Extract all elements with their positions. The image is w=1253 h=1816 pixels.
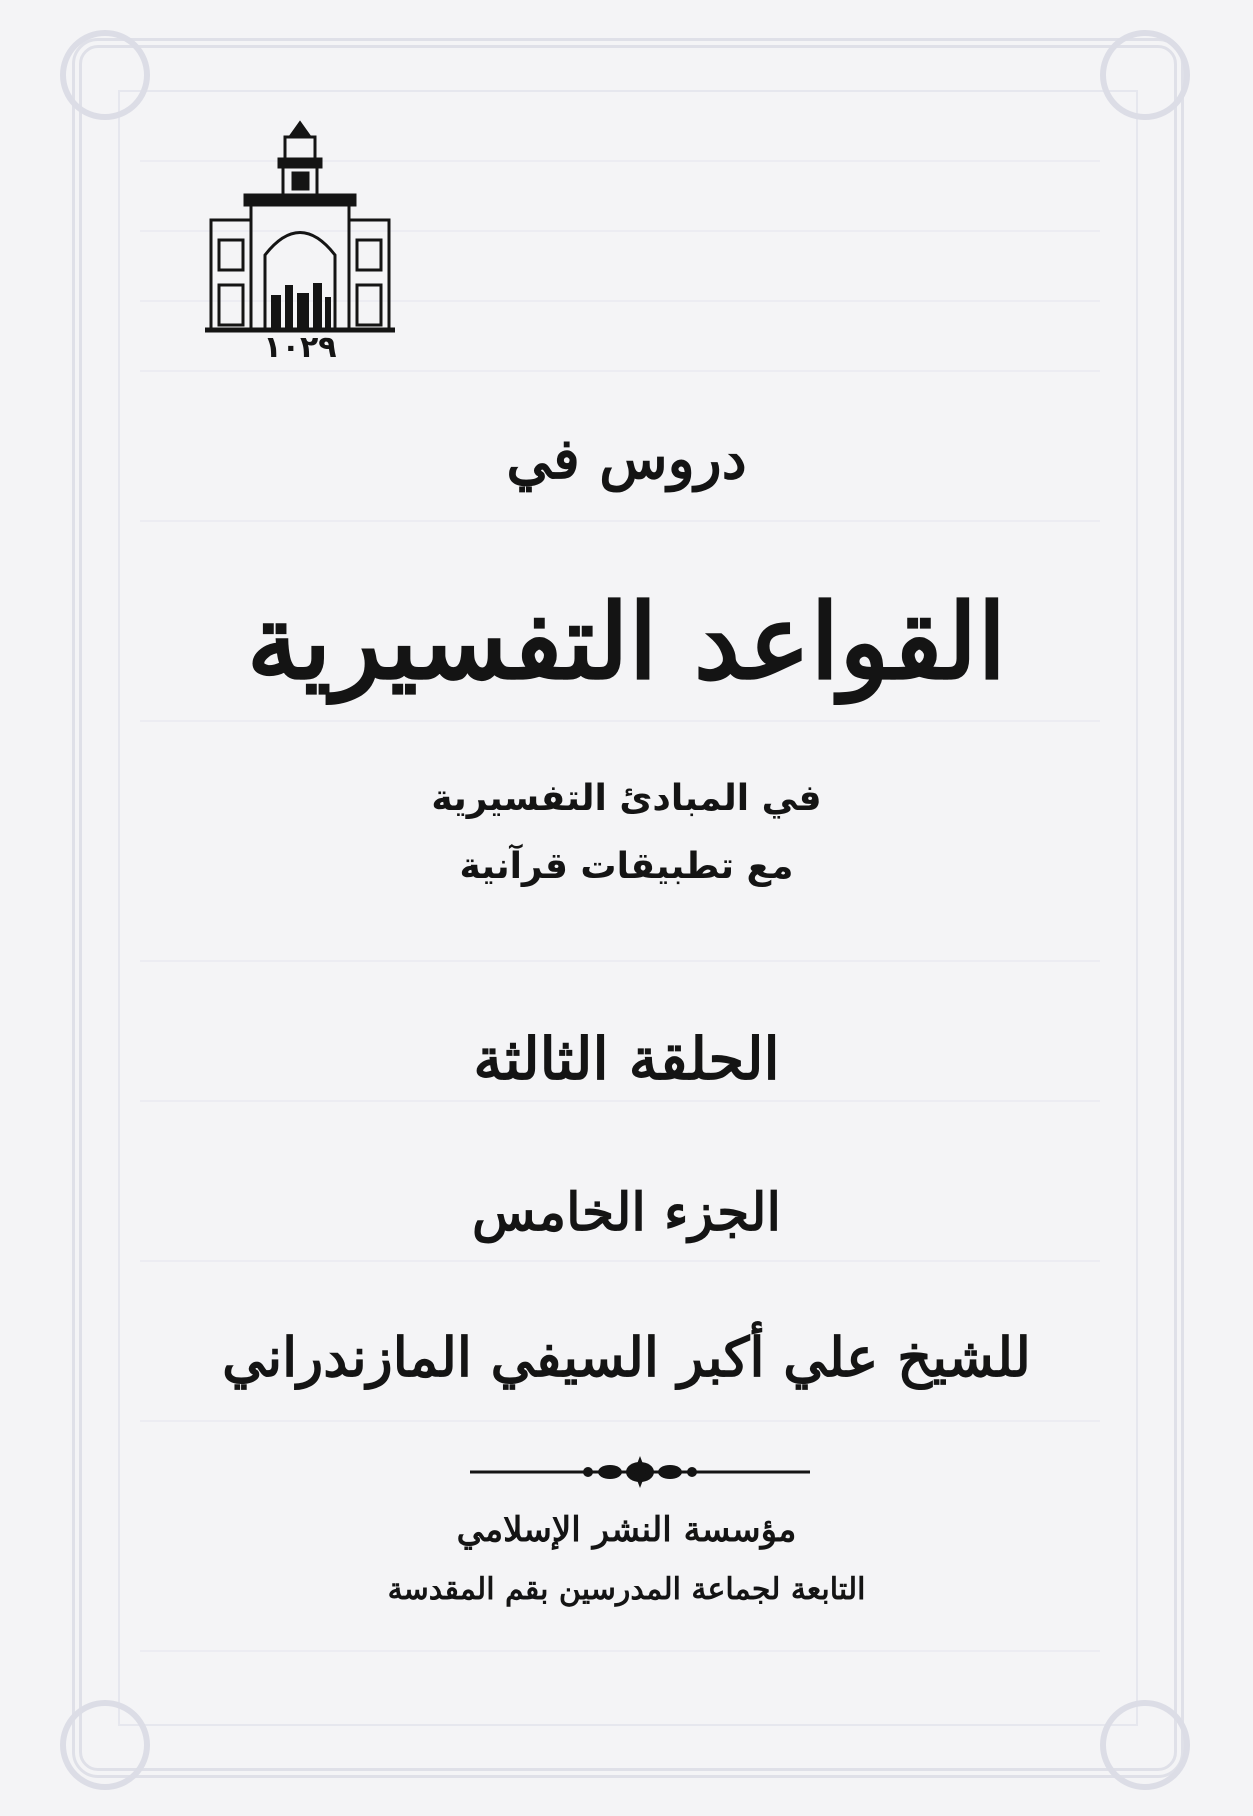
show-through-line [140, 520, 1100, 522]
show-through-line [140, 960, 1100, 962]
corner-ornament-top-left [60, 30, 150, 120]
main-title: القواعد التفسيرية [246, 580, 1007, 703]
subtitle-line-1: في المبادئ التفسيرية [431, 778, 822, 819]
show-through-line [140, 720, 1100, 722]
series-title: دروس في [506, 426, 747, 492]
corner-ornament-bottom-right [1100, 1700, 1190, 1790]
author-name: للشيخ علي أكبر السيفي المازندراني [222, 1325, 1031, 1389]
volume-title: الجزء الخامس [472, 1182, 781, 1243]
part-title: الحلقة الثالثة [473, 1025, 780, 1093]
publisher-affiliation: التابعة لجماعة المدرسين بقم المقدسة [387, 1572, 866, 1607]
logo-number: ١٠٢٩ [263, 330, 337, 365]
ornament-divider-icon [470, 1454, 810, 1490]
show-through-line [140, 1420, 1100, 1422]
publisher-name: مؤسسة النشر الإسلامي [456, 1510, 797, 1550]
show-through-line [140, 1650, 1100, 1652]
corner-ornament-bottom-left [60, 1700, 150, 1790]
show-through-line [140, 1100, 1100, 1102]
show-through-line [140, 1260, 1100, 1262]
subtitle-line-2: مع تطبيقات قرآنية [459, 846, 794, 887]
corner-ornament-top-right [1100, 30, 1190, 120]
show-through-line [140, 370, 1100, 372]
building-arch-icon [205, 115, 395, 335]
